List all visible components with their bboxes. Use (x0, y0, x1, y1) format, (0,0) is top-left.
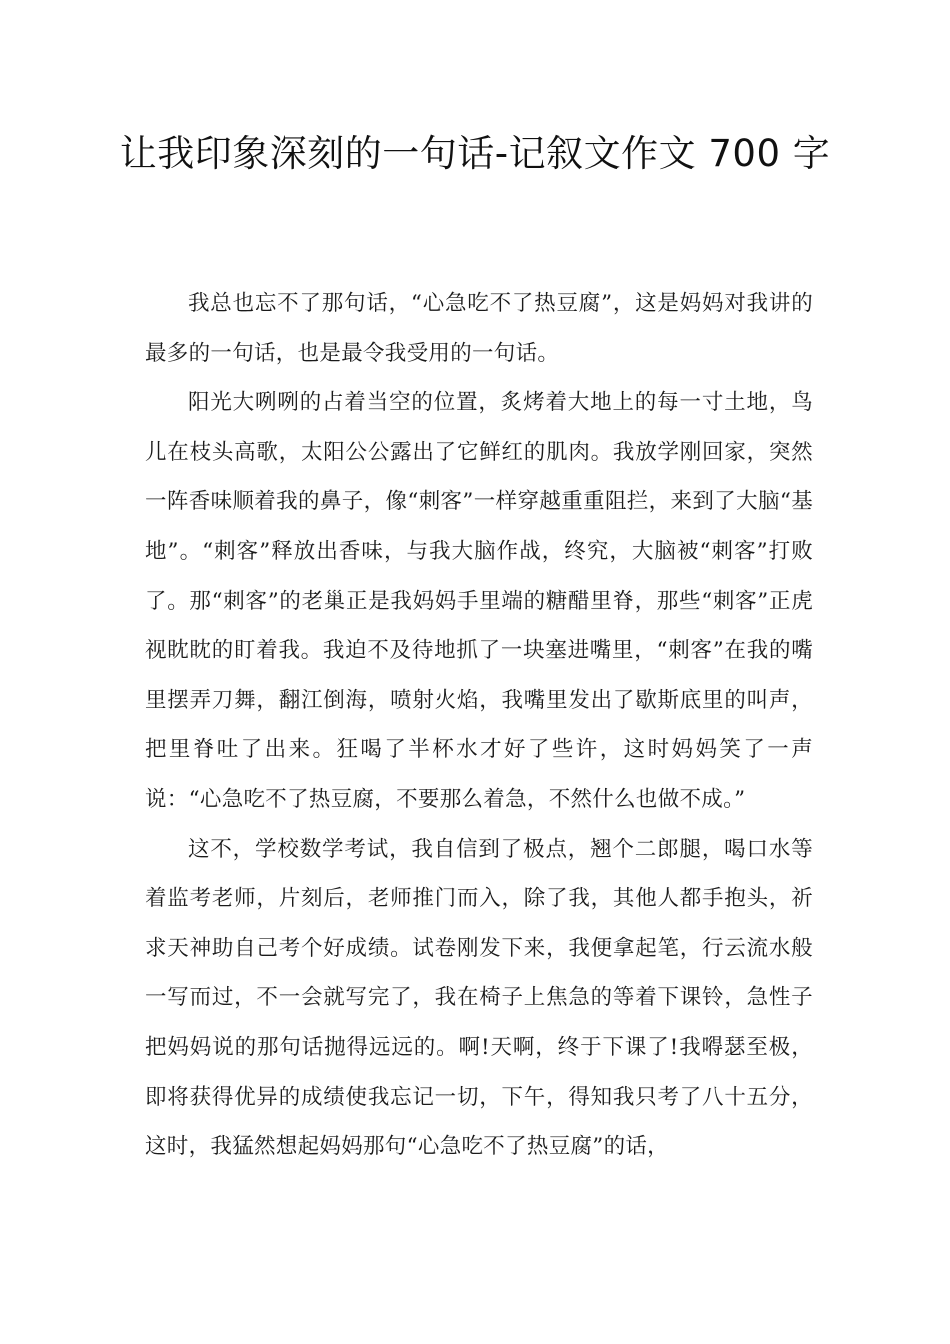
page-title: 让我印象深刻的一句话-记叙文作文 700 字 (119, 132, 831, 175)
paragraph: 这不，学校数学考试，我自信到了极点，翘个二郎腿，喝口水等着监考老师，片刻后，老师推门而入，除了我，其他人都手抱头，祈求天神助自己考个好成绩。试卷刚发下来，我便拿起笔，行云流水般一写而过，不一会就写完了，我在椅子上焦急的等着下课铃，急性子把妈妈说的那句话抛得远远的。啊!天啊，终于下课了!我嘚瑟至极，即将获得优异的成绩使我忘记一切，下午，得知我只考了八十五分，这时，我猛然想起妈妈那句“心急吃不了热豆腐”的话， (145, 836, 813, 1160)
paragraph: 阳光大咧咧的占着当空的位置，炙烤着大地上的每一寸土地，鸟儿在枝头高歌，太阳公公露出了它鲜红的肌肉。我放学刚回家，突然一阵香味顺着我的鼻子，像“刺客”一样穿越重重阻拦，来到了大脑“基地”。“刺客”释放出香味，与我大脑作战，终究，大脑被“刺客”打败了。那“刺客”的老巢正是我妈妈手里端的糖醋里脊，那些“刺客”正虎视眈眈的盯着我。我迫不及待地抓了一块塞进嘴里，“刺客”在我的嘴里摆弄刀舞，翻江倒海，喷射火焰，我嘴里发出了歇斯底里的叫声，把里脊吐了出来。狂喝了半杯水才好了些许，这时妈妈笑了一声说：“心急吃不了热豆腐，不要那么着急，不然什么也做不成。” (145, 390, 813, 812)
document-body (145, 279, 813, 1172)
paragraph: 我总也忘不了那句话，“心急吃不了热豆腐”，这是妈妈对我讲的最多的一句话，也是最令我受用的一句话。 (145, 291, 813, 366)
